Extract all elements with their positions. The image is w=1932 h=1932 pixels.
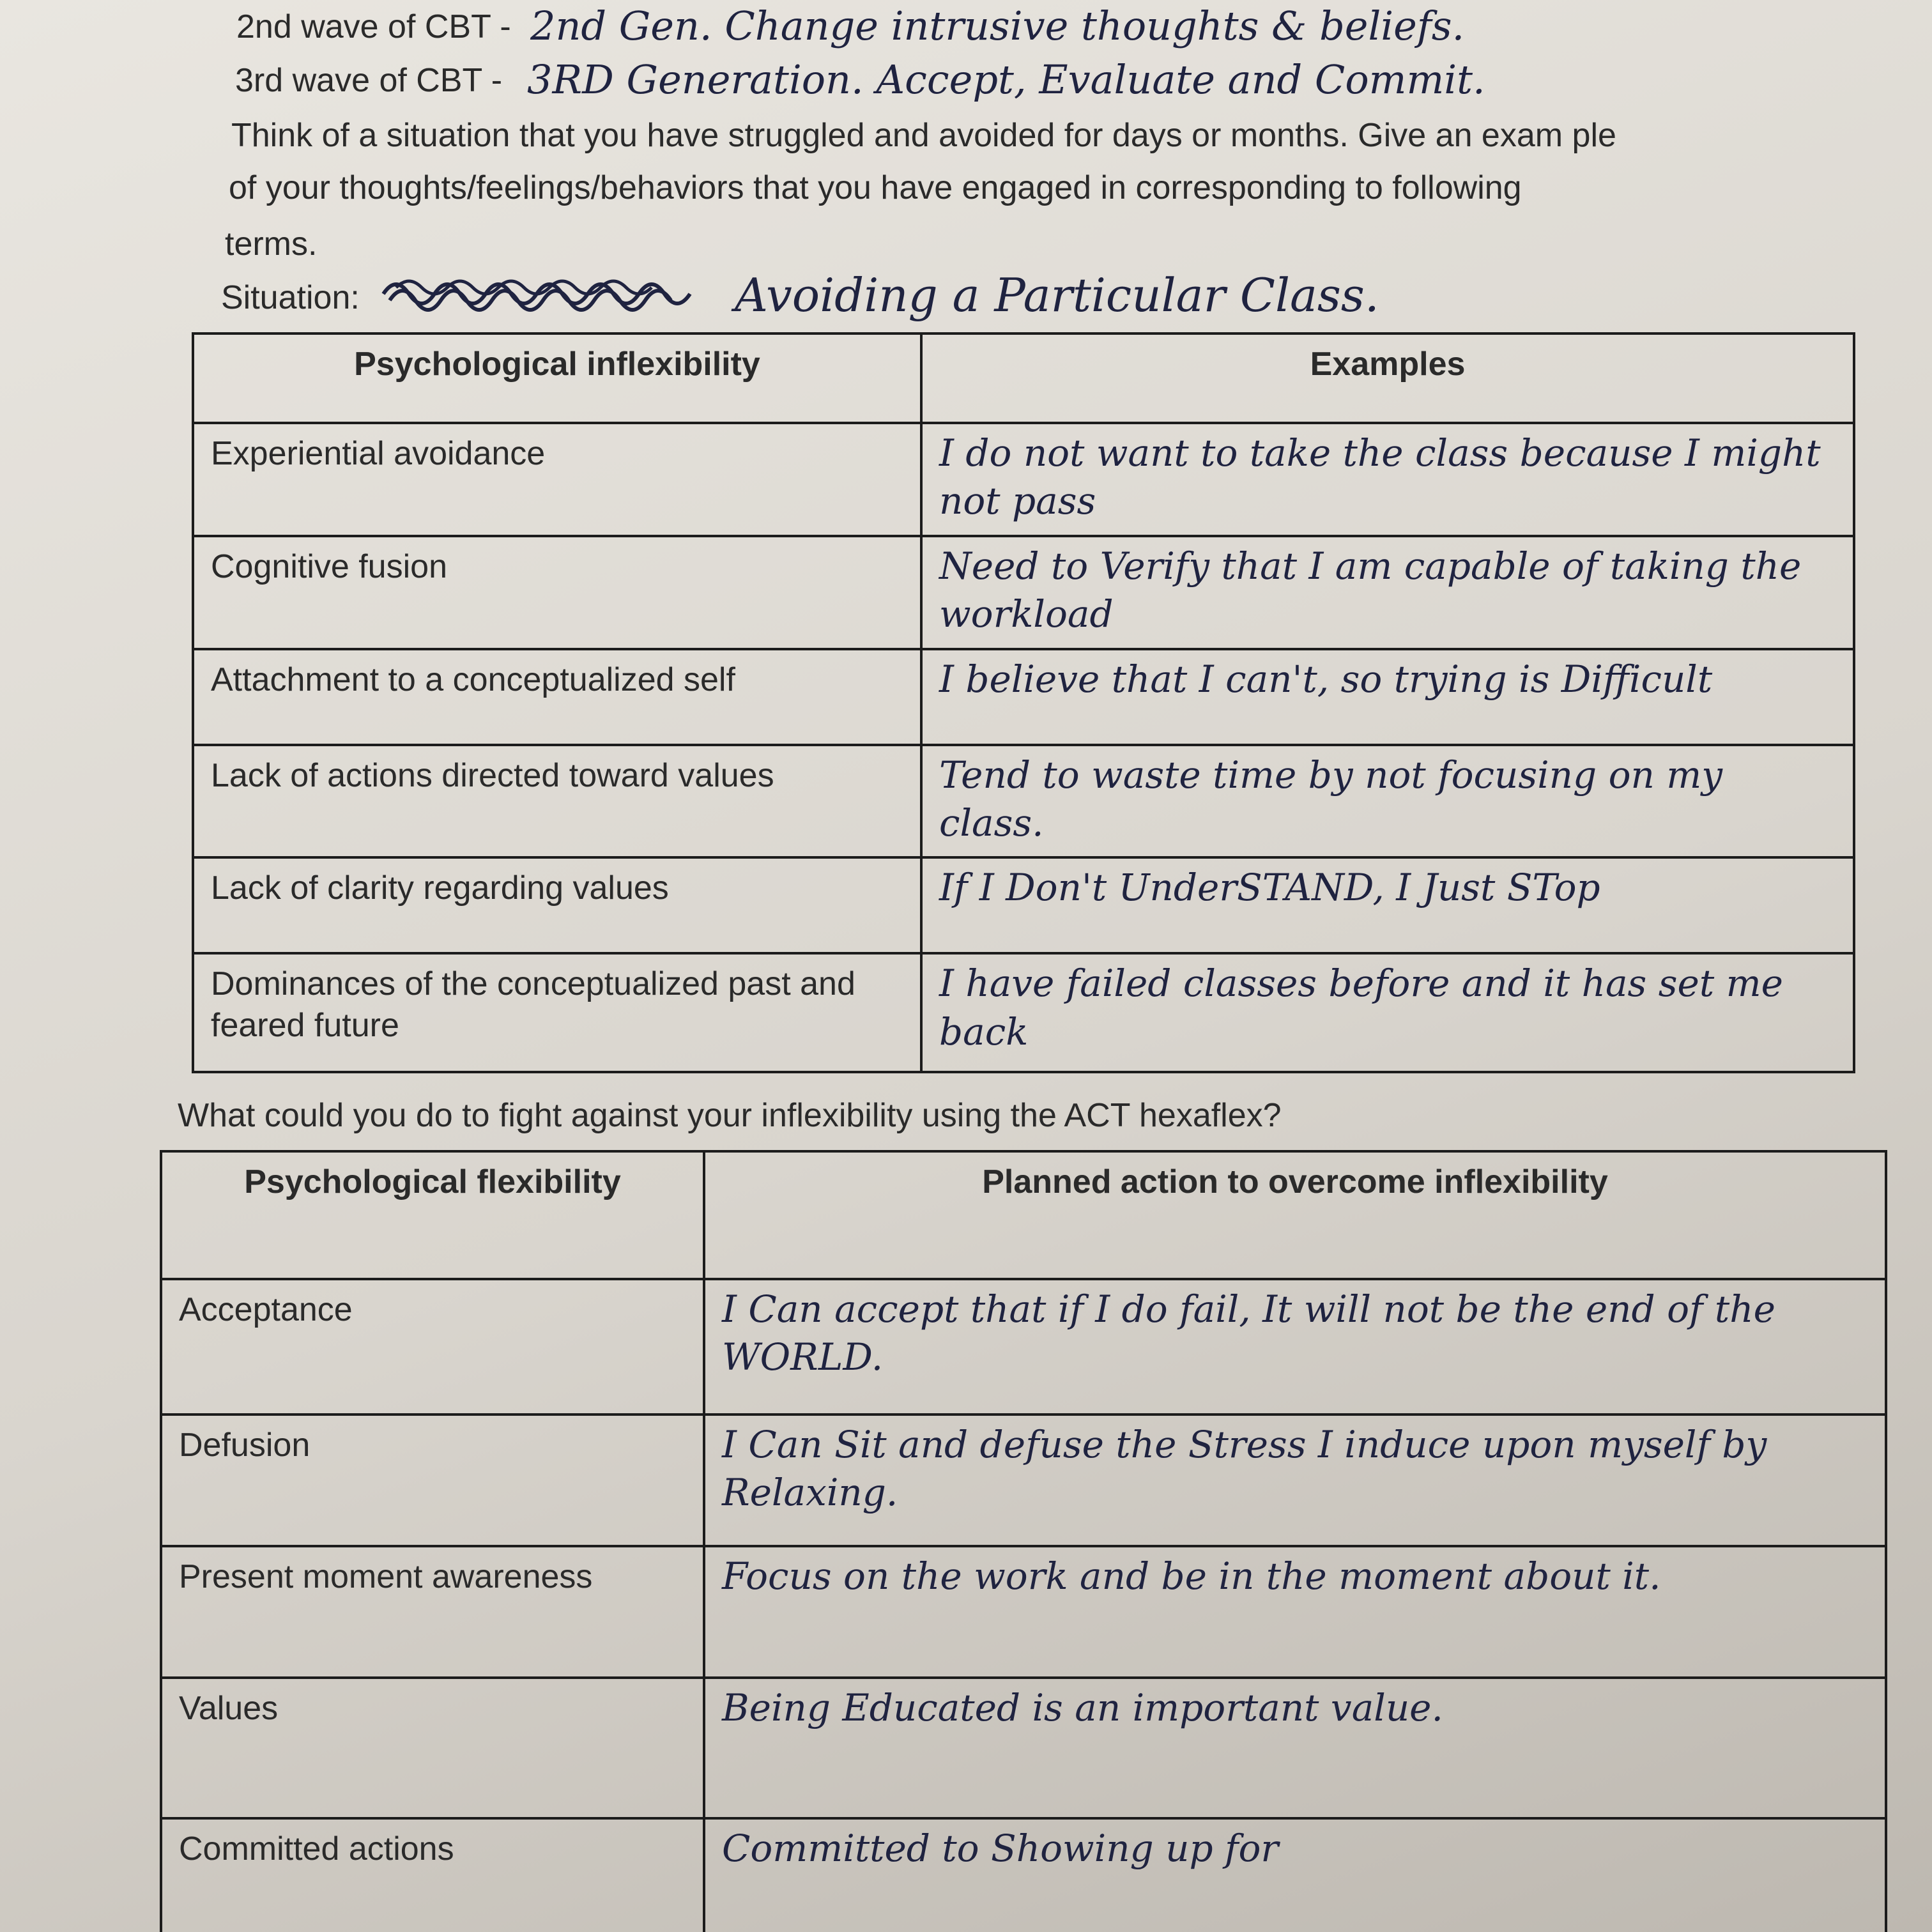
action-handwritten: I Can Sit and defuse the Stress I induce upon myself by Relaxing. <box>722 1423 1767 1515</box>
wave2-handwritten: 2nd Gen. Change intrusive thoughts & beliefs. <box>530 3 1465 49</box>
table-row <box>161 1414 1886 1546</box>
situation-handwritten: Avoiding a Particular Class. <box>735 268 1379 322</box>
example-handwritten: If I Don't UnderSTAND, I Just STop <box>939 866 1600 910</box>
table-row <box>193 953 1854 1072</box>
table-row <box>161 1818 1886 1932</box>
example-cell <box>921 953 1854 1072</box>
wave3-row <box>235 61 502 100</box>
table-row <box>161 1279 1886 1414</box>
term-cell: Lack of clarity regarding values <box>193 857 921 953</box>
table-row <box>193 649 1854 745</box>
action-cell <box>704 1279 1886 1414</box>
example-handwritten: Need to Verify that I am capable of taking the workload <box>939 544 1802 636</box>
table-row <box>193 745 1854 858</box>
example-cell <box>921 649 1854 745</box>
action-handwritten: Focus on the work and be in the moment about it. <box>722 1554 1661 1598</box>
wave3-handwritten: 3RD Generation. Accept, Evaluate and Commit. <box>527 56 1485 103</box>
wave2-row <box>236 8 511 46</box>
table-row <box>193 423 1854 536</box>
wave2-label: 2nd wave of CBT - <box>236 8 511 45</box>
flexibility-table <box>160 1150 1887 1932</box>
example-handwritten: Tend to waste time by not focusing on my class. <box>939 753 1723 845</box>
example-handwritten: I believe that I can't, so trying is Difficult <box>939 657 1713 701</box>
term-cell: Dominances of the conceptualized past and feared future <box>193 953 921 1072</box>
inflexibility-col2-header: Examples <box>921 334 1854 423</box>
action-cell <box>704 1818 1886 1932</box>
term-cell: Defusion <box>161 1414 704 1546</box>
term-cell: Acceptance <box>161 1279 704 1414</box>
example-cell <box>921 536 1854 649</box>
action-cell <box>704 1414 1886 1546</box>
table-row <box>161 1678 1886 1818</box>
example-cell <box>921 745 1854 858</box>
prompt-line-2: of your thoughts/feelings/behaviors that you have engaged in corresponding to following <box>229 169 1522 206</box>
term-cell: Present moment awareness <box>161 1546 704 1678</box>
table-row <box>193 536 1854 649</box>
example-handwritten: I have failed classes before and it has set me back <box>939 962 1783 1054</box>
scribbled-out-text <box>377 268 709 319</box>
example-cell <box>921 423 1854 536</box>
flexibility-col1-header: Psychological flexibility <box>161 1151 704 1279</box>
inflexibility-header-row <box>193 334 1854 423</box>
term-cell: Values <box>161 1678 704 1818</box>
term-cell: Lack of actions directed toward values <box>193 745 921 858</box>
term-cell: Cognitive fusion <box>193 536 921 649</box>
action-cell <box>704 1546 1886 1678</box>
flexibility-header-row <box>161 1151 1886 1279</box>
term-cell: Attachment to a conceptualized self <box>193 649 921 745</box>
term-cell: Experiential avoidance <box>193 423 921 536</box>
table-row <box>161 1546 1886 1678</box>
hexaflex-question: What could you do to fight against your inflexibility using the ACT hexaflex? <box>178 1097 1282 1134</box>
term-cell: Committed actions <box>161 1818 704 1932</box>
example-handwritten: I do not want to take the class because I might not pass <box>939 431 1821 523</box>
table-row <box>193 857 1854 953</box>
action-handwritten: Committed to Showing up for <box>722 1827 1279 1870</box>
prompt-line-1: Think of a situation that you have struggled and avoided for days or months. Give an exam ple <box>231 117 1616 154</box>
example-cell <box>921 857 1854 953</box>
situation-label: Situation: <box>221 279 360 316</box>
prompt-line-3: terms. <box>225 226 318 263</box>
action-cell <box>704 1678 1886 1818</box>
inflexibility-col1-header: Psychological inflexibility <box>193 334 921 423</box>
wave3-label: 3rd wave of CBT - <box>235 62 503 99</box>
inflexibility-table <box>192 332 1855 1073</box>
action-handwritten: Being Educated is an important value. <box>722 1686 1443 1729</box>
action-handwritten: I Can accept that if I do fail, It will not be the end of the WORLD. <box>722 1287 1775 1379</box>
flexibility-col2-header: Planned action to overcome inflexibility <box>704 1151 1886 1279</box>
